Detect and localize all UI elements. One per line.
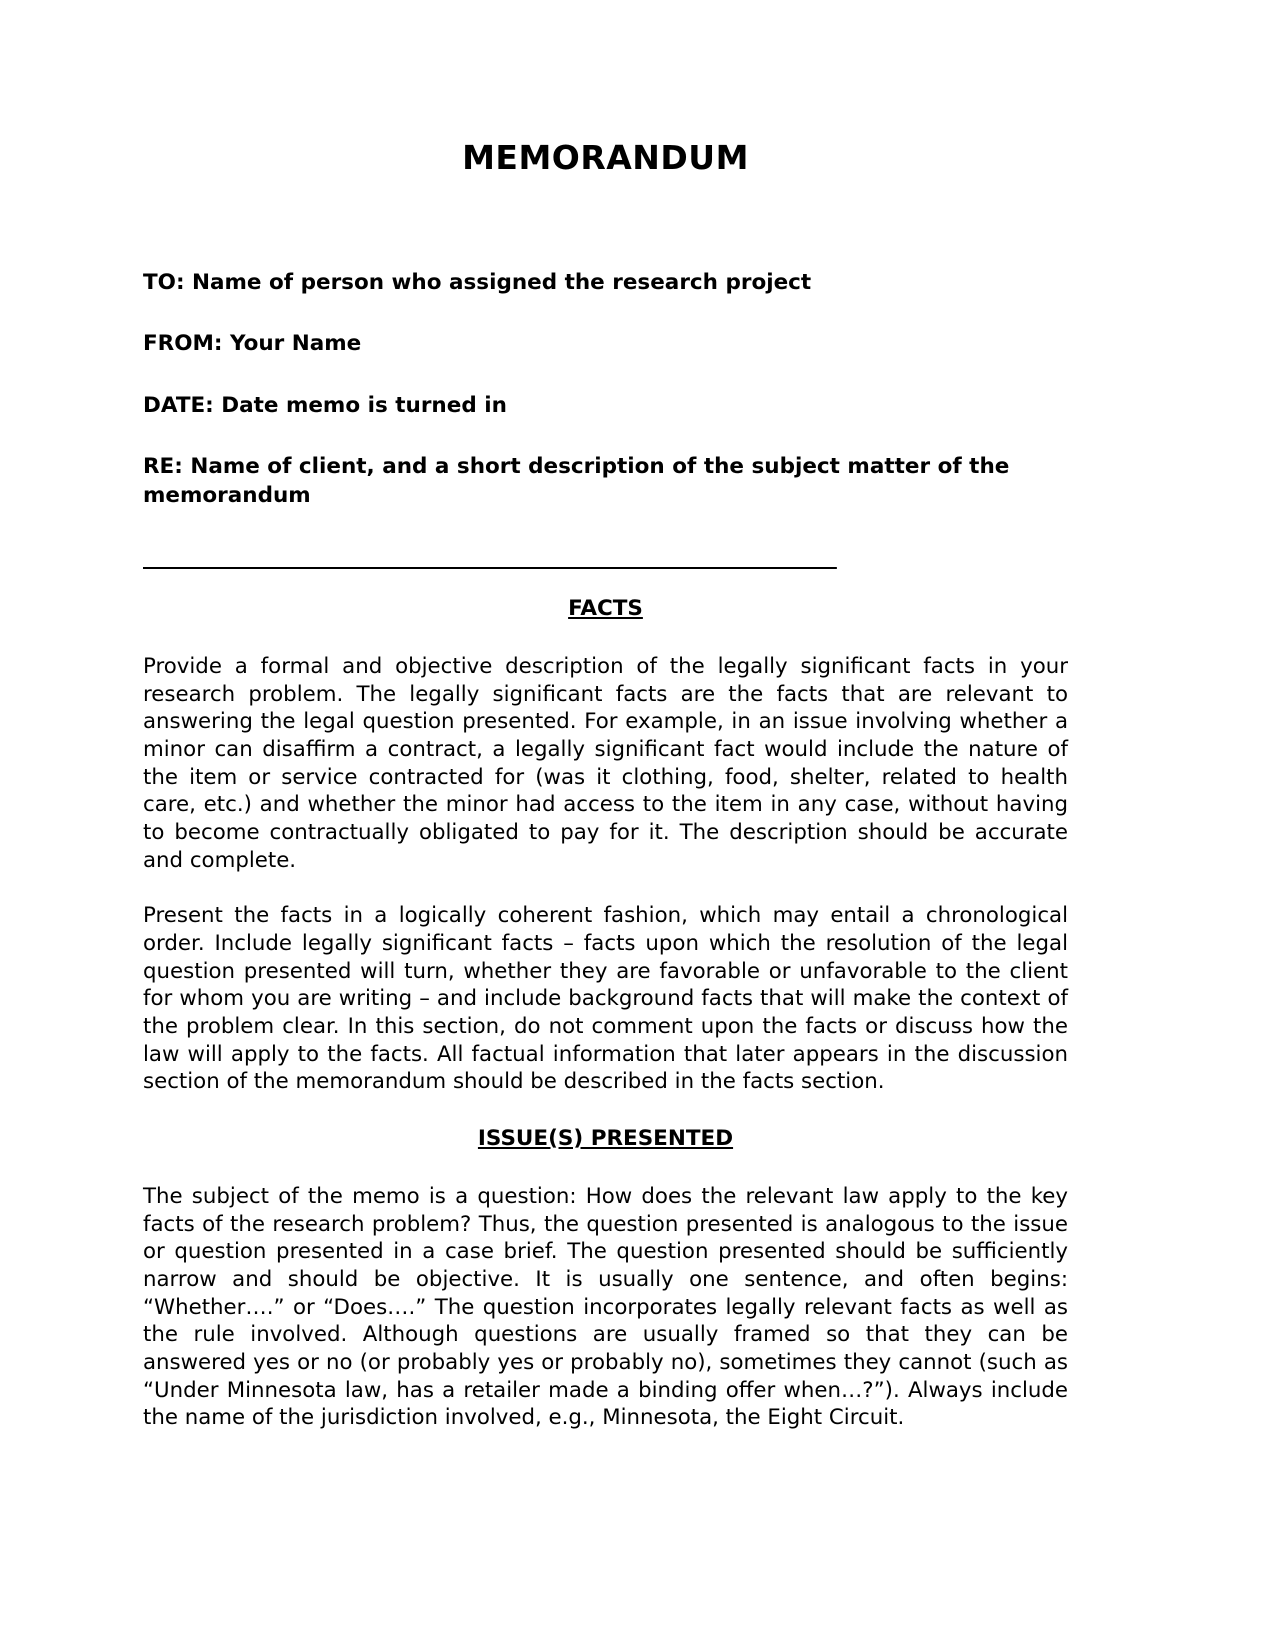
- memo-field-re: RE: Name of client, and a short description of the subject matter of the memorandum: [143, 454, 1010, 508]
- section-heading-facts: FACTS: [568, 595, 643, 621]
- facts-paragraph-1: Provide a formal and objective description of the legally significant facts in your research problem. The legally significant facts are the facts that are relevant to answering the legal question presented. For example, in an issue involving whether a minor can disaffirm a contract, a legally significant fact would include the nature of the item or service contracted for (was it clothing, food, shelter, related to health care, etc.) and whether the minor had access to the item in any case, without having to become contractually obligated to pay for it. The description should be accurate and complete.: [143, 653, 1068, 873]
- facts-paragraph-2: Present the facts in a logically coherent fashion, which may entail a chronological order. Include legally significant facts – facts upon which the resolution of the legal question presented will turn, whether they are favorable or unfavorable to the client for whom you are writing – and include background facts that will make the context of the problem clear. In this section, do not comment upon the facts or discuss how the law will apply to the facts. All factual information that later appears in the discussion section of the memorandum should be described in the facts section.: [143, 903, 1068, 1095]
- issues-paragraph-1: The subject of the memo is a question: How does the relevant law apply to the key facts of the research problem? Thus, the question presented is analogous to the issue or question presented in a case brief. The question presented should be sufficiently narrow and should be objective. It is usually one sentence, and often begins: “Whether….” or “Does….” The question incorporates legally relevant facts as well as the rule involved. Although questions are usually framed so that they can be answered yes or no (or probably yes or probably no), sometimes they cannot (such as “Under Minnesota law, has a retailer made a binding offer when…?”). Always include the name of the jurisdiction involved, e.g., Minnesota, the Eight Circuit.: [143, 1183, 1068, 1431]
- page-title: MEMORANDUM: [462, 138, 749, 177]
- memo-field-date: DATE: Date memo is turned in: [143, 392, 507, 418]
- memo-field-from: FROM: Your Name: [143, 331, 362, 357]
- section-heading-issues-presented: ISSUE(S) PRESENTED: [477, 1125, 734, 1151]
- horizontal-rule: ___________________________________________________________________: [143, 551, 837, 570]
- memo-header-block: [143, 269, 1068, 510]
- memo-field-to: TO: Name of person who assigned the research project: [143, 270, 812, 295]
- document-content: [143, 0, 1068, 1432]
